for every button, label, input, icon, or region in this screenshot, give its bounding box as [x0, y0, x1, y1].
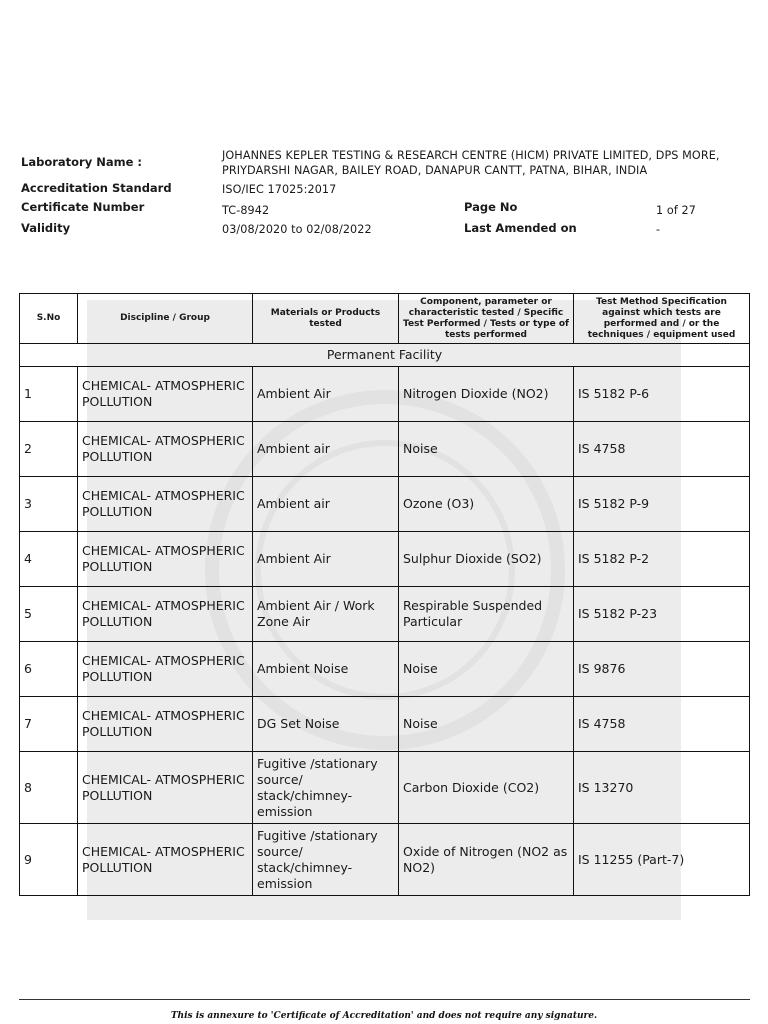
cell-material: Ambient Air	[253, 367, 399, 422]
lab-name-label: Laboratory Name :	[21, 155, 142, 169]
column-header-component: Component, parameter or characteristic tested / Specific Test Performed / Tests or type of tests performed	[399, 294, 574, 344]
cell-material: Fugitive /stationary source/ stack/chimney-emission	[253, 824, 399, 896]
cell-method: IS 5182 P-6	[574, 367, 750, 422]
amended-label: Last Amended on	[464, 221, 577, 235]
cell-sno: 5	[20, 587, 78, 642]
cell-material: Ambient air	[253, 422, 399, 477]
table-row	[20, 642, 750, 697]
cell-material: Ambient air	[253, 477, 399, 532]
column-header-material: Materials or Products tested	[253, 294, 399, 344]
cell-sno: 4	[20, 532, 78, 587]
cell-material: Ambient Noise	[253, 642, 399, 697]
cell-component: Sulphur Dioxide (SO2)	[399, 532, 574, 587]
table-row	[20, 824, 750, 896]
cell-discipline: CHEMICAL- ATMOSPHERIC POLLUTION	[78, 752, 253, 824]
cell-component: Oxide of Nitrogen (NO2 as NO2)	[399, 824, 574, 896]
cell-sno: 6	[20, 642, 78, 697]
table-row	[20, 422, 750, 477]
cell-discipline: CHEMICAL- ATMOSPHERIC POLLUTION	[78, 532, 253, 587]
certificate-value: TC-8942	[222, 204, 270, 217]
cell-method: IS 4758	[574, 697, 750, 752]
lab-name-line1: JOHANNES KEPLER TESTING & RESEARCH CENTRE (HICM) PRIVATE LIMITED, DPS MORE,	[222, 149, 720, 162]
column-header-method: Test Method Specification against which tests are performed and / or the techniques / equipment used	[574, 294, 750, 344]
validity-label: Validity	[21, 221, 71, 235]
page-label: Page No	[464, 200, 518, 214]
cell-sno: 9	[20, 824, 78, 896]
cell-method: IS 13270	[574, 752, 750, 824]
page-value: 1 of 27	[656, 204, 696, 217]
certificate-label: Certificate Number	[21, 200, 145, 214]
table-row	[20, 587, 750, 642]
cell-sno: 8	[20, 752, 78, 824]
table-row	[20, 477, 750, 532]
cell-discipline: CHEMICAL- ATMOSPHERIC POLLUTION	[78, 367, 253, 422]
cell-discipline: CHEMICAL- ATMOSPHERIC POLLUTION	[78, 587, 253, 642]
cell-sno: 7	[20, 697, 78, 752]
cell-discipline: CHEMICAL- ATMOSPHERIC POLLUTION	[78, 477, 253, 532]
cell-method: IS 5182 P-23	[574, 587, 750, 642]
standard-value: ISO/IEC 17025:2017	[222, 183, 337, 196]
cell-sno: 2	[20, 422, 78, 477]
standard-label: Accreditation Standard	[21, 181, 172, 195]
cell-material: DG Set Noise	[253, 697, 399, 752]
cell-sno: 1	[20, 367, 78, 422]
facility-label: Permanent Facility	[20, 344, 750, 367]
facility-row	[20, 344, 750, 367]
cell-method: IS 5182 P-9	[574, 477, 750, 532]
cell-component: Respirable Suspended Particular	[399, 587, 574, 642]
accreditation-scope-table	[19, 293, 750, 896]
column-header-sno: S.No	[20, 294, 78, 344]
table-row	[20, 752, 750, 824]
cell-component: Ozone (O3)	[399, 477, 574, 532]
cell-discipline: CHEMICAL- ATMOSPHERIC POLLUTION	[78, 824, 253, 896]
footer-note: This is annexure to 'Certificate of Accreditation' and does not require any signature.	[170, 1011, 598, 1021]
footer-divider	[19, 999, 750, 1000]
amended-value: -	[656, 223, 661, 236]
cell-discipline: CHEMICAL- ATMOSPHERIC POLLUTION	[78, 642, 253, 697]
cell-method: IS 4758	[574, 422, 750, 477]
cell-component: Carbon Dioxide (CO2)	[399, 752, 574, 824]
cell-discipline: CHEMICAL- ATMOSPHERIC POLLUTION	[78, 697, 253, 752]
validity-value: 03/08/2020 to 02/08/2022	[222, 223, 372, 236]
cell-discipline: CHEMICAL- ATMOSPHERIC POLLUTION	[78, 422, 253, 477]
cell-method: IS 11255 (Part-7)	[574, 824, 750, 896]
cell-material: Ambient Air / Work Zone Air	[253, 587, 399, 642]
table-row	[20, 697, 750, 752]
cell-method: IS 5182 P-2	[574, 532, 750, 587]
cell-sno: 3	[20, 477, 78, 532]
table-row	[20, 367, 750, 422]
cell-material: Fugitive /stationary source/ stack/chimney-emission	[253, 752, 399, 824]
column-header-discipline: Discipline / Group	[78, 294, 253, 344]
cell-material: Ambient Air	[253, 532, 399, 587]
table-header-row	[20, 294, 750, 344]
lab-name-line2: PRIYDARSHI NAGAR, BAILEY ROAD, DANAPUR CANTT, PATNA, BIHAR, INDIA	[222, 164, 648, 177]
cell-method: IS 9876	[574, 642, 750, 697]
cell-component: Noise	[399, 642, 574, 697]
cell-component: Nitrogen Dioxide (NO2)	[399, 367, 574, 422]
cell-component: Noise	[399, 422, 574, 477]
table-row	[20, 532, 750, 587]
cell-component: Noise	[399, 697, 574, 752]
